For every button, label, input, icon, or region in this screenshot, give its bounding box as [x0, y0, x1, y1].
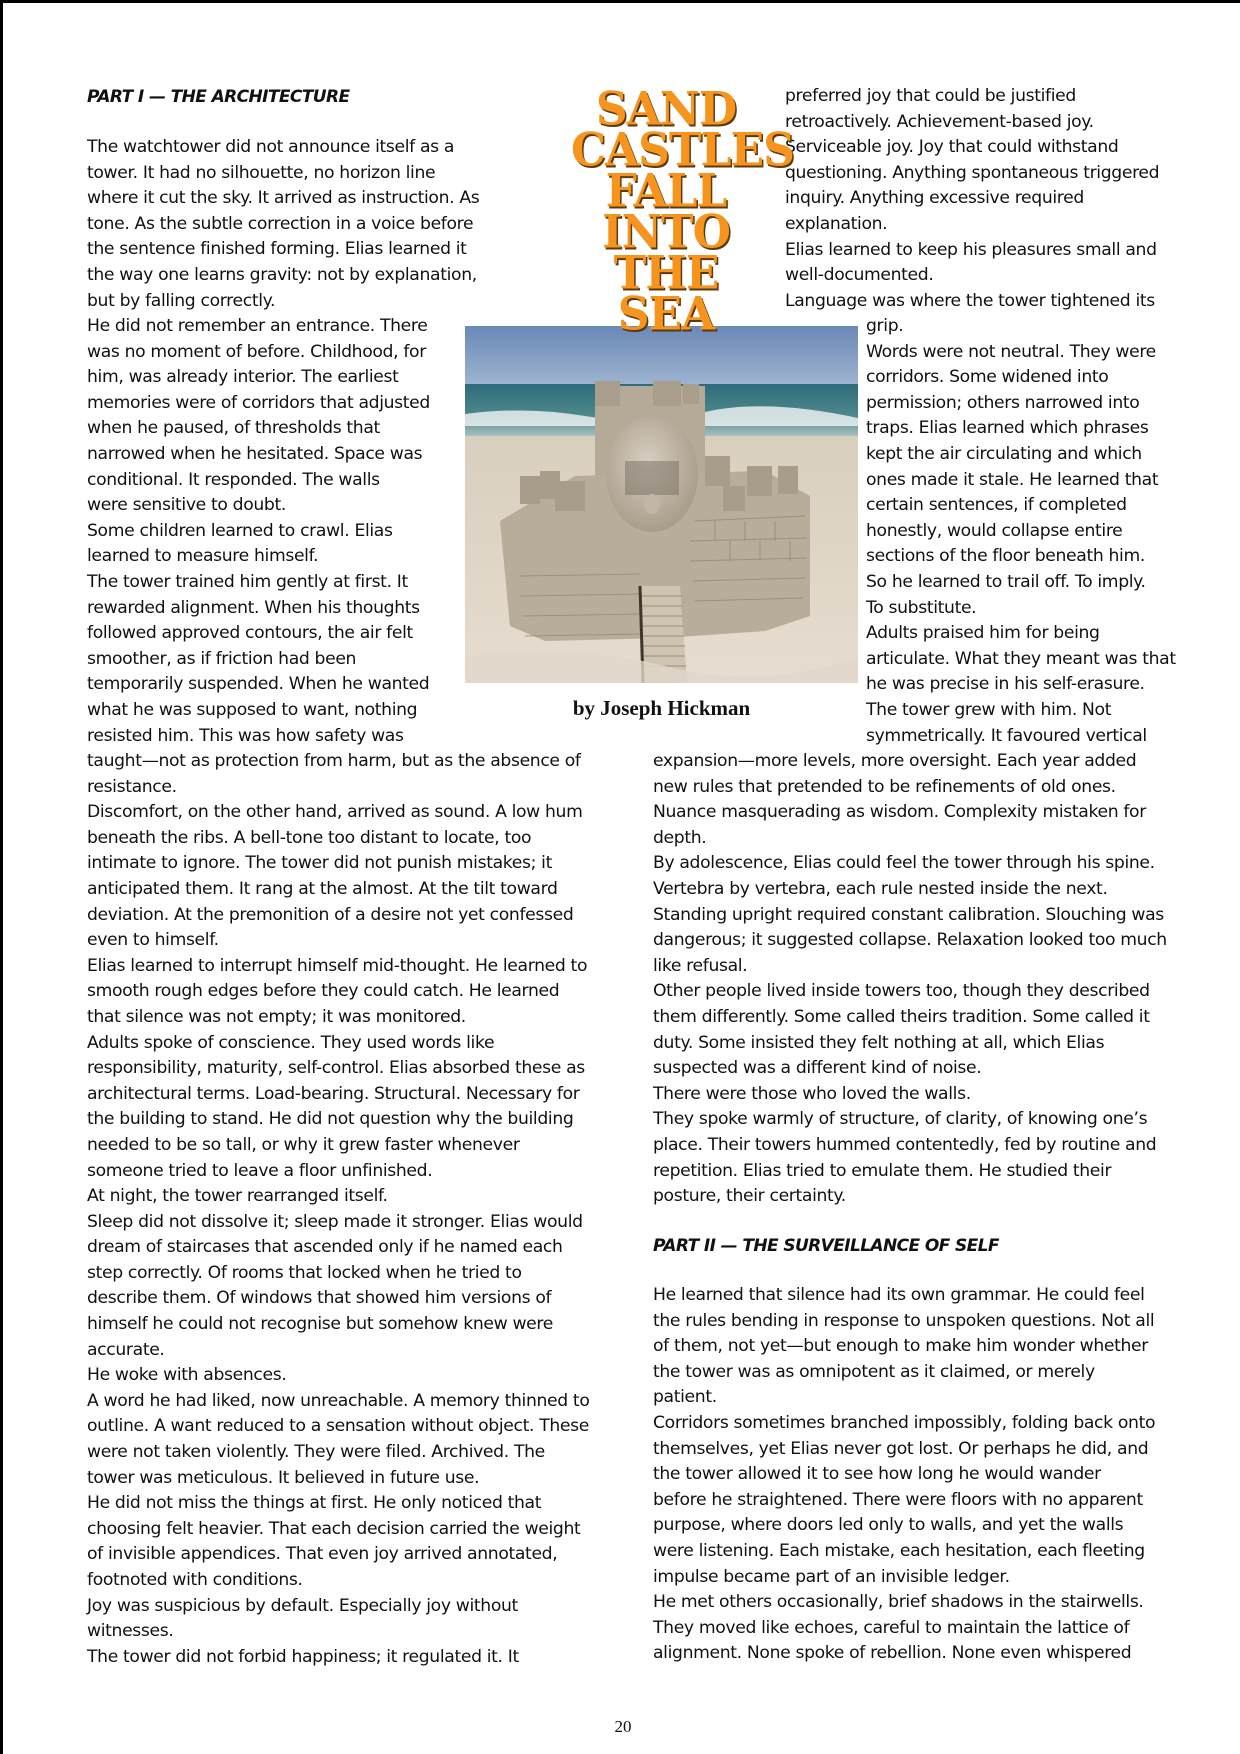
- text-line: the way one learns gravity: not by explanation,: [87, 264, 477, 285]
- title-line: CASTLES: [571, 123, 794, 178]
- text-line: what he was supposed to want, nothing: [87, 699, 418, 720]
- text-line: He did not remember an entrance. There: [87, 316, 428, 336]
- text-line: depth.: [653, 827, 707, 848]
- text-line: Standing upright required constant calibration. Slouching was: [653, 904, 1164, 925]
- text-line: like refusal.: [653, 955, 748, 976]
- text-line: repetition. Elias tried to emulate them. He studied their: [653, 1160, 1112, 1181]
- text-line: even to himself.: [87, 930, 219, 951]
- text-line: By adolescence, Elias could feel the tower through his spine.: [653, 853, 1155, 874]
- text-line: suspected was a different kind of noise.: [653, 1058, 982, 1079]
- page-number: 20: [614, 1717, 632, 1736]
- text-line: the tower allowed it to see how long he would wander: [653, 1464, 1101, 1485]
- text-line: expansion—more levels, more oversight. Each year added: [653, 751, 1137, 771]
- text-line: The watchtower did not announce itself as a: [87, 137, 455, 157]
- title-line: INTO: [602, 205, 730, 260]
- text-line: Discomfort, on the other hand, arrived as sound. A low hum: [87, 802, 583, 823]
- text-line: were not taken violently. They were filed. Archived. The: [87, 1442, 545, 1463]
- text-line: Language was where the tower tightened its: [785, 290, 1155, 311]
- text-line: step correctly. Of rooms that locked when he tried to: [87, 1262, 522, 1283]
- text-line: resistance.: [87, 776, 177, 797]
- text-line: The tower did not forbid happiness; it regulated it. It: [87, 1646, 519, 1667]
- text-line: footnoted with conditions.: [87, 1570, 303, 1590]
- sandcastle-photo: [465, 326, 858, 683]
- text-line: were listening. Each mistake, each hesitation, each fleeting: [653, 1540, 1145, 1561]
- text-line: he was precise in his self-erasure.: [866, 674, 1145, 695]
- text-line: smooth rough edges before they could catch. He learned: [87, 981, 560, 1002]
- title-line: THE: [613, 246, 719, 301]
- right-column-bottom: [653, 749, 1167, 1210]
- text-line: Vertebra by vertebra, each rule nested inside the next.: [653, 878, 1108, 899]
- text-line: outline. A want reduced to a sensation without object. These: [87, 1416, 589, 1437]
- right-column-top: [785, 84, 1159, 314]
- text-line: patient.: [653, 1387, 717, 1408]
- text-line: retroactively. Achievement-based joy.: [785, 111, 1094, 132]
- text-line: of them, not yet—but enough to make him wonder whether: [653, 1336, 1148, 1357]
- text-line: of invisible appendices. That even joy arrived annotated,: [87, 1544, 558, 1565]
- text-line: inquiry. Anything excessive required: [785, 188, 1084, 209]
- text-line: learned to measure himself.: [87, 546, 319, 567]
- part-two-body: [653, 1283, 1155, 1667]
- text-line: Adults praised him for being: [866, 623, 1100, 644]
- text-line: dream of staircases that ascended only if he named each: [87, 1237, 563, 1258]
- text-line: responsibility, maturity, self-control. Elias absorbed these as: [87, 1058, 585, 1079]
- text-line: He did not miss the things at first. He only noticed that: [87, 1493, 542, 1514]
- text-line: someone tried to leave a floor unfinished.: [87, 1160, 433, 1181]
- text-line: Some children learned to crawl. Elias: [87, 520, 393, 541]
- text-line: kept the air circulating and which: [866, 443, 1142, 464]
- text-line: new rules that pretended to be refinements of old ones.: [653, 776, 1116, 797]
- text-line: anticipated them. It rang at the almost. At the tilt toward: [87, 878, 558, 899]
- text-line: honestly, would collapse entire: [866, 520, 1123, 541]
- text-line: He woke with absences.: [87, 1365, 287, 1386]
- text-line: when he paused, of thresholds that: [87, 418, 380, 439]
- text-line: resisted him. This was how safety was: [87, 725, 404, 746]
- title-line: SEA: [617, 287, 715, 342]
- text-line: them differently. Some called theirs tradition. Some called it: [653, 1006, 1150, 1027]
- text-line: memories were of corridors that adjusted: [87, 392, 430, 413]
- text-line: him, was already interior. The earliest: [87, 367, 399, 388]
- text-line: but by falling correctly.: [87, 290, 276, 311]
- text-line: themselves, yet Elias never got lost. Or perhaps he did, and: [653, 1438, 1149, 1459]
- text-line: alignment. None spoke of rebellion. None even whispered: [653, 1643, 1132, 1664]
- text-line: ones made it stale. He learned that: [866, 469, 1159, 490]
- text-line: They spoke warmly of structure, of clarity, of knowing one’s: [653, 1109, 1148, 1130]
- left-column-wrap: [87, 314, 430, 749]
- text-line: temporarily suspended. When he wanted: [87, 674, 430, 695]
- text-line: tower. It had no silhouette, no horizon line: [87, 162, 436, 183]
- text-line: He met others occasionally, brief shadows in the stairwells.: [653, 1592, 1144, 1613]
- text-line: purpose, where doors led only to walls, and yet the walls: [653, 1515, 1124, 1536]
- part-two-heading: PART II — THE SURVEILLANCE OF SELF: [653, 1236, 999, 1256]
- text-line: explanation.: [785, 213, 888, 234]
- text-line: place. Their towers hummed contentedly, fed by routine and: [653, 1134, 1157, 1155]
- text-line: tone. As the subtle correction in a voice before: [87, 213, 474, 234]
- text-line: tower was meticulous. It believed in future use.: [87, 1467, 480, 1488]
- text-line: the building to stand. He did not question why the building: [87, 1109, 574, 1130]
- text-line: followed approved contours, the air felt: [87, 623, 413, 644]
- text-line: architectural terms. Load-bearing. Structural. Necessary for: [87, 1083, 580, 1104]
- text-line: beneath the ribs. A bell-tone too distant to locate, too: [87, 827, 532, 848]
- text-line: questioning. Anything spontaneous triggered: [785, 162, 1160, 183]
- text-line: Nuance masquerading as wisdom. Complexity mistaken for: [653, 802, 1146, 823]
- text-line: choosing felt heavier. That each decision carried the weight: [87, 1518, 581, 1539]
- text-line: the sentence finished forming. Elias learned it: [87, 239, 467, 260]
- text-line: taught—not as protection from harm, but as the absence of: [87, 751, 581, 771]
- text-line: There were those who loved the walls.: [653, 1083, 971, 1104]
- text-line: well-documented.: [785, 265, 934, 286]
- text-line: where it cut the sky. It arrived as instruction. As: [87, 188, 480, 209]
- text-line: Adults spoke of conscience. They used words like: [87, 1032, 495, 1053]
- text-line: the tower was as omnipotent as it claimed, or merely: [653, 1361, 1095, 1382]
- text-line: symmetrically. It favoured vertical: [866, 725, 1147, 746]
- text-line: preferred joy that could be justified: [785, 86, 1076, 106]
- text-line: corridors. Some widened into: [866, 367, 1109, 388]
- text-line: intimate to ignore. The tower did not punish mistakes; it: [87, 853, 552, 874]
- text-line: rewarded alignment. When his thoughts: [87, 597, 420, 618]
- text-line: grip.: [866, 316, 904, 336]
- right-column-wrap: [866, 314, 1176, 749]
- text-line: the rules bending in response to unspoken questions. Not all: [653, 1310, 1155, 1331]
- text-line: The tower trained him gently at first. It: [87, 571, 408, 592]
- text-line: dangerous; it suggested collapse. Relaxation looked too much: [653, 930, 1167, 951]
- text-line: needed to be so tall, or why it grew faster whenever: [87, 1134, 520, 1155]
- text-line: smoother, as if friction had been: [87, 648, 357, 669]
- text-line: Other people lived inside towers too, though they described: [653, 981, 1150, 1002]
- text-line: permission; others narrowed into: [866, 392, 1140, 413]
- title-line: FALL: [605, 164, 727, 219]
- title-line: SAND: [595, 82, 737, 137]
- text-line: sections of the floor beneath him.: [866, 546, 1145, 567]
- text-line: The tower grew with him. Not: [866, 699, 1112, 720]
- text-line: Words were not neutral. They were: [866, 341, 1156, 362]
- left-column-top: [87, 135, 479, 314]
- text-line: deviation. At the premonition of a desire not yet confessed: [87, 904, 574, 925]
- text-line: Elias learned to keep his pleasures small and: [785, 239, 1157, 260]
- text-line: witnesses.: [87, 1621, 174, 1642]
- text-line: duty. Some insisted they felt nothing at all, which Elias: [653, 1032, 1105, 1053]
- text-line: They moved like echoes, careful to maintain the lattice of: [653, 1617, 1130, 1638]
- text-line: certain sentences, if completed: [866, 495, 1127, 516]
- text-line: He learned that silence had its own grammar. He could feel: [653, 1285, 1145, 1305]
- left-column-bottom: [87, 749, 589, 1670]
- author-byline: by Joseph Hickman: [572, 696, 751, 720]
- text-line: impulse became part of an invisible ledger.: [653, 1566, 1010, 1587]
- text-line: was no moment of before. Childhood, for: [87, 341, 426, 362]
- text-line: Joy was suspicious by default. Especially joy without: [87, 1595, 518, 1616]
- text-line: Elias learned to interrupt himself mid-thought. He learned to: [87, 955, 588, 976]
- text-line: that silence was not empty; it was monitored.: [87, 1006, 466, 1027]
- text-line: before he straightened. There were floors with no apparent: [653, 1489, 1143, 1510]
- text-line: A word he had liked, now unreachable. A memory thinned to: [87, 1390, 590, 1411]
- text-line: himself he could not recognise but somehow knew were: [87, 1314, 553, 1335]
- text-line: posture, their certainty.: [653, 1186, 846, 1207]
- text-line: To substitute.: [866, 597, 977, 618]
- text-line: Serviceable joy. Joy that could withstand: [785, 137, 1119, 158]
- text-line: So he learned to trail off. To imply.: [866, 571, 1146, 592]
- text-line: articulate. What they meant was that: [866, 648, 1176, 669]
- text-line: describe them. Of windows that showed him versions of: [87, 1288, 552, 1309]
- text-line: Sleep did not dissolve it; sleep made it stronger. Elias would: [87, 1211, 583, 1232]
- text-line: were sensitive to doubt.: [87, 495, 286, 516]
- text-line: accurate.: [87, 1339, 165, 1360]
- text-line: Corridors sometimes branched impossibly, folding back onto: [653, 1412, 1156, 1433]
- text-line: narrowed when he hesitated. Space was: [87, 443, 423, 464]
- text-line: traps. Elias learned which phrases: [866, 418, 1149, 439]
- article-title: [571, 82, 794, 342]
- part-one-heading: PART I — THE ARCHITECTURE: [87, 87, 350, 107]
- text-line: conditional. It responded. The walls: [87, 469, 380, 490]
- text-line: At night, the tower rearranged itself.: [87, 1186, 388, 1207]
